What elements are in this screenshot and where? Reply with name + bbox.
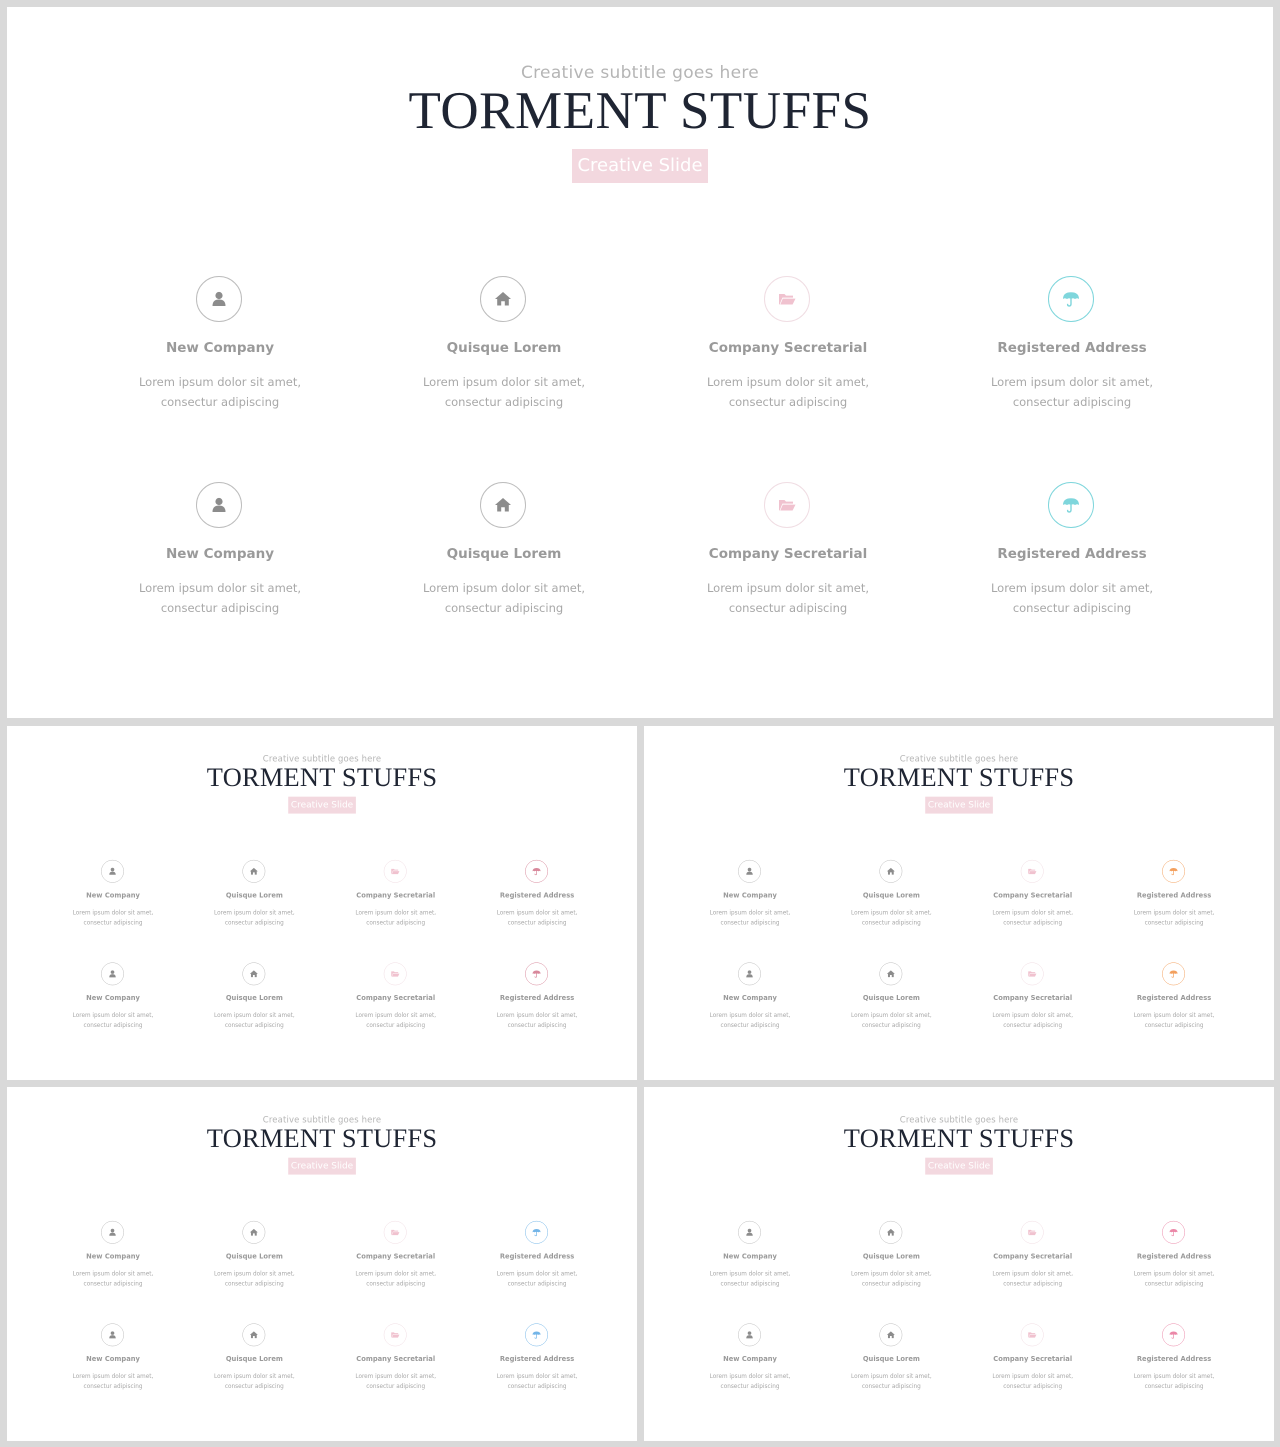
feature-title: Company Secretarial bbox=[993, 891, 1073, 900]
feature-title: Quisque Lorem bbox=[862, 891, 920, 900]
feature-description bbox=[827, 1010, 956, 1030]
feature-description bbox=[968, 908, 1097, 928]
feature-title: Quisque Lorem bbox=[446, 546, 562, 562]
feature-description-line: consectur adipiscing bbox=[224, 919, 284, 927]
feature-description bbox=[190, 908, 319, 928]
feature-description bbox=[472, 908, 601, 928]
feature-title: Quisque Lorem bbox=[225, 994, 283, 1003]
feature-description-line: consectur adipiscing bbox=[160, 395, 280, 409]
feature-description-line: Lorem ipsum dolor sit amet, bbox=[214, 1011, 295, 1019]
feature-description-line: consectur adipiscing bbox=[224, 1382, 284, 1390]
feature-title: New Company bbox=[86, 891, 140, 900]
feature-description bbox=[827, 908, 956, 928]
folder-icon-circle bbox=[384, 1323, 407, 1346]
feature-description-line: Lorem ipsum dolor sit amet, bbox=[138, 581, 302, 595]
feature-description bbox=[331, 1010, 460, 1030]
feature-description-line: consectur adipiscing bbox=[1012, 395, 1132, 409]
feature-description bbox=[827, 1269, 956, 1289]
feature-description-line: Lorem ipsum dolor sit amet, bbox=[709, 909, 791, 917]
feature-description-line: Lorem ipsum dolor sit amet, bbox=[1133, 1372, 1215, 1380]
feature-description-line: Lorem ipsum dolor sit amet, bbox=[496, 1270, 578, 1278]
feature-title: Company Secretarial bbox=[356, 891, 436, 900]
feature-description-line: Lorem ipsum dolor sit amet, bbox=[851, 909, 932, 917]
feature-description bbox=[827, 1371, 956, 1391]
feature-title: Registered Address bbox=[499, 1355, 575, 1364]
feature-description-line: Lorem ipsum dolor sit amet, bbox=[72, 1372, 154, 1380]
feature-description bbox=[48, 1269, 177, 1289]
feature-title: Quisque Lorem bbox=[446, 340, 562, 356]
feature-description-line: Lorem ipsum dolor sit amet, bbox=[851, 1270, 932, 1278]
user-icon-circle bbox=[738, 1323, 761, 1346]
feature-description-line: consectur adipiscing bbox=[366, 919, 426, 927]
feature-description-line: Lorem ipsum dolor sit amet, bbox=[496, 1011, 578, 1019]
feature-title: New Company bbox=[86, 994, 140, 1003]
feature-title: New Company bbox=[165, 546, 275, 562]
umbrella-icon-circle bbox=[1162, 1221, 1185, 1244]
feature-description-line: consectur adipiscing bbox=[1012, 601, 1132, 615]
feature-description-line: Lorem ipsum dolor sit amet, bbox=[496, 1372, 578, 1380]
slide-thumb-1 bbox=[7, 726, 637, 1080]
feature-description-line: Lorem ipsum dolor sit amet, bbox=[1133, 1011, 1215, 1019]
user-icon-circle bbox=[196, 482, 242, 528]
feature-description-line: consectur adipiscing bbox=[83, 919, 143, 927]
feature-title: New Company bbox=[165, 340, 275, 356]
feature-title: Registered Address bbox=[499, 994, 575, 1003]
home-icon-circle bbox=[879, 962, 902, 985]
feature-description bbox=[90, 578, 350, 618]
feature-description-line: Lorem ipsum dolor sit amet, bbox=[355, 909, 437, 917]
feature-description-line: consectur adipiscing bbox=[720, 919, 780, 927]
feature-description-line: Lorem ipsum dolor sit amet, bbox=[990, 581, 1154, 595]
feature-description-line: consectur adipiscing bbox=[366, 1021, 426, 1029]
feature-title: Company Secretarial bbox=[993, 1252, 1073, 1261]
slide-title: TORMENT STUFFS bbox=[408, 82, 872, 140]
feature-title: Company Secretarial bbox=[993, 994, 1073, 1003]
feature-description bbox=[1109, 908, 1238, 928]
feature-description-line: Lorem ipsum dolor sit amet, bbox=[709, 1270, 791, 1278]
feature-title: New Company bbox=[723, 1252, 777, 1261]
umbrella-icon-circle bbox=[525, 1221, 548, 1244]
slide-subtitle: Creative subtitle goes here bbox=[262, 753, 382, 764]
feature-description bbox=[1109, 1371, 1238, 1391]
feature-title: Company Secretarial bbox=[708, 546, 868, 562]
folder-icon-circle bbox=[1021, 1323, 1044, 1346]
feature-description-line: consectur adipiscing bbox=[1003, 919, 1063, 927]
feature-title: Registered Address bbox=[499, 891, 575, 900]
feature-description-line: consectur adipiscing bbox=[507, 1280, 567, 1288]
feature-description bbox=[190, 1269, 319, 1289]
feature-description-line: Lorem ipsum dolor sit amet, bbox=[72, 1011, 154, 1019]
feature-title: Quisque Lorem bbox=[225, 891, 283, 900]
feature-description-line: Lorem ipsum dolor sit amet, bbox=[138, 375, 302, 389]
folder-icon-circle bbox=[384, 860, 407, 883]
umbrella-icon-circle bbox=[525, 1323, 548, 1346]
feature-description-line: consectur adipiscing bbox=[861, 1280, 921, 1288]
feature-description-line: consectur adipiscing bbox=[444, 395, 564, 409]
feature-title: New Company bbox=[723, 891, 777, 900]
folder-icon-circle bbox=[1021, 962, 1044, 985]
feature-description-line: consectur adipiscing bbox=[444, 601, 564, 615]
feature-description bbox=[331, 1371, 460, 1391]
feature-description-line: Lorem ipsum dolor sit amet, bbox=[355, 1270, 437, 1278]
slide-thumb-2 bbox=[644, 726, 1274, 1080]
feature-title: Company Secretarial bbox=[356, 1355, 436, 1364]
feature-description bbox=[48, 908, 177, 928]
umbrella-icon-circle bbox=[1048, 482, 1094, 528]
feature-description-line: consectur adipiscing bbox=[83, 1280, 143, 1288]
feature-description bbox=[685, 1010, 814, 1030]
feature-description bbox=[331, 1269, 460, 1289]
umbrella-icon-circle bbox=[1048, 276, 1094, 322]
slide-subtitle: Creative subtitle goes here bbox=[520, 63, 760, 83]
feature-description-line: consectur adipiscing bbox=[1003, 1280, 1063, 1288]
feature-title: Company Secretarial bbox=[993, 1355, 1073, 1364]
feature-description bbox=[472, 1010, 601, 1030]
feature-description bbox=[942, 372, 1202, 412]
feature-description bbox=[374, 372, 634, 412]
home-icon-circle bbox=[480, 482, 526, 528]
feature-title: Registered Address bbox=[1136, 1252, 1212, 1261]
feature-description bbox=[1109, 1269, 1238, 1289]
folder-icon-circle bbox=[1021, 1221, 1044, 1244]
feature-description-line: Lorem ipsum dolor sit amet, bbox=[709, 1372, 791, 1380]
feature-title: Registered Address bbox=[1136, 891, 1212, 900]
user-icon-circle bbox=[101, 1323, 124, 1346]
feature-description-line: consectur adipiscing bbox=[224, 1280, 284, 1288]
feature-title: Quisque Lorem bbox=[225, 1252, 283, 1261]
feature-description-line: consectur adipiscing bbox=[160, 601, 280, 615]
feature-description bbox=[472, 1269, 601, 1289]
user-icon-circle bbox=[101, 1221, 124, 1244]
home-icon-circle bbox=[879, 860, 902, 883]
feature-title: New Company bbox=[723, 1355, 777, 1364]
feature-description-line: Lorem ipsum dolor sit amet, bbox=[992, 1011, 1074, 1019]
umbrella-icon-circle bbox=[1162, 962, 1185, 985]
feature-description bbox=[685, 908, 814, 928]
feature-description bbox=[472, 1371, 601, 1391]
slide-title: TORMENT STUFFS bbox=[843, 763, 1075, 793]
feature-title: Registered Address bbox=[499, 1252, 575, 1261]
feature-description-line: Lorem ipsum dolor sit amet, bbox=[1133, 1270, 1215, 1278]
feature-description-line: consectur adipiscing bbox=[507, 1382, 567, 1390]
feature-description-line: consectur adipiscing bbox=[728, 395, 848, 409]
feature-description-line: Lorem ipsum dolor sit amet, bbox=[355, 1372, 437, 1380]
feature-description-line: Lorem ipsum dolor sit amet, bbox=[990, 375, 1154, 389]
feature-description bbox=[374, 578, 634, 618]
user-icon-circle bbox=[101, 962, 124, 985]
feature-description bbox=[190, 1371, 319, 1391]
feature-title: Registered Address bbox=[1136, 1355, 1212, 1364]
umbrella-icon-circle bbox=[1162, 860, 1185, 883]
feature-description-line: consectur adipiscing bbox=[507, 919, 567, 927]
creative-slide-tag: Creative Slide bbox=[288, 1158, 356, 1175]
feature-title: Quisque Lorem bbox=[862, 994, 920, 1003]
feature-description-line: consectur adipiscing bbox=[1003, 1382, 1063, 1390]
home-icon-circle bbox=[242, 860, 265, 883]
folder-icon-circle bbox=[764, 276, 810, 322]
folder-icon-circle bbox=[764, 482, 810, 528]
umbrella-icon-circle bbox=[525, 860, 548, 883]
feature-title: Registered Address bbox=[997, 546, 1147, 562]
feature-title: Registered Address bbox=[997, 340, 1147, 356]
home-icon-circle bbox=[242, 1221, 265, 1244]
feature-description-line: Lorem ipsum dolor sit amet, bbox=[992, 1372, 1074, 1380]
creative-slide-tag: Creative Slide bbox=[288, 797, 356, 814]
feature-title: Company Secretarial bbox=[356, 1252, 436, 1261]
feature-description bbox=[685, 1269, 814, 1289]
feature-title: New Company bbox=[723, 994, 777, 1003]
feature-description-line: consectur adipiscing bbox=[366, 1382, 426, 1390]
folder-icon-circle bbox=[1021, 860, 1044, 883]
feature-description bbox=[658, 578, 918, 618]
feature-description bbox=[968, 1371, 1097, 1391]
feature-description-line: Lorem ipsum dolor sit amet, bbox=[496, 909, 578, 917]
home-icon-circle bbox=[480, 276, 526, 322]
feature-title: Registered Address bbox=[1136, 994, 1212, 1003]
feature-description-line: consectur adipiscing bbox=[1003, 1021, 1063, 1029]
feature-title: Quisque Lorem bbox=[862, 1252, 920, 1261]
feature-description-line: consectur adipiscing bbox=[861, 1382, 921, 1390]
feature-description-line: Lorem ipsum dolor sit amet, bbox=[214, 909, 295, 917]
user-icon-circle bbox=[738, 860, 761, 883]
feature-description-line: Lorem ipsum dolor sit amet, bbox=[992, 1270, 1074, 1278]
feature-title: New Company bbox=[86, 1355, 140, 1364]
feature-title: Quisque Lorem bbox=[225, 1355, 283, 1364]
feature-description-line: Lorem ipsum dolor sit amet, bbox=[214, 1372, 295, 1380]
feature-description-line: Lorem ipsum dolor sit amet, bbox=[72, 909, 154, 917]
feature-description-line: Lorem ipsum dolor sit amet, bbox=[422, 581, 586, 595]
slide-subtitle: Creative subtitle goes here bbox=[899, 1114, 1019, 1125]
feature-description bbox=[331, 908, 460, 928]
feature-description-line: Lorem ipsum dolor sit amet, bbox=[1133, 909, 1215, 917]
creative-slide-tag: Creative Slide bbox=[925, 797, 993, 814]
home-icon-circle bbox=[879, 1221, 902, 1244]
feature-description-line: consectur adipiscing bbox=[1144, 919, 1204, 927]
slide-thumb-3 bbox=[7, 1087, 637, 1441]
feature-description-line: Lorem ipsum dolor sit amet, bbox=[214, 1270, 295, 1278]
feature-description-line: consectur adipiscing bbox=[1144, 1382, 1204, 1390]
folder-icon-circle bbox=[384, 1221, 407, 1244]
slide-thumb-4 bbox=[644, 1087, 1274, 1441]
umbrella-icon-circle bbox=[1162, 1323, 1185, 1346]
feature-description-line: consectur adipiscing bbox=[720, 1382, 780, 1390]
feature-description bbox=[685, 1371, 814, 1391]
home-icon-circle bbox=[242, 1323, 265, 1346]
feature-title: Company Secretarial bbox=[356, 994, 436, 1003]
creative-slide-tag: Creative Slide bbox=[572, 149, 708, 183]
feature-description-line: Lorem ipsum dolor sit amet, bbox=[851, 1372, 932, 1380]
feature-description-line: consectur adipiscing bbox=[366, 1280, 426, 1288]
feature-description-line: consectur adipiscing bbox=[83, 1021, 143, 1029]
feature-title: Company Secretarial bbox=[708, 340, 868, 356]
user-icon-circle bbox=[101, 860, 124, 883]
home-icon-circle bbox=[242, 962, 265, 985]
feature-description-line: consectur adipiscing bbox=[728, 601, 848, 615]
feature-description bbox=[968, 1269, 1097, 1289]
user-icon-circle bbox=[738, 962, 761, 985]
feature-description bbox=[48, 1371, 177, 1391]
feature-description-line: consectur adipiscing bbox=[224, 1021, 284, 1029]
feature-description-line: consectur adipiscing bbox=[1144, 1021, 1204, 1029]
feature-description bbox=[190, 1010, 319, 1030]
slide-title: TORMENT STUFFS bbox=[206, 1124, 438, 1154]
slide-title: TORMENT STUFFS bbox=[206, 763, 438, 793]
feature-description bbox=[968, 1010, 1097, 1030]
feature-title: New Company bbox=[86, 1252, 140, 1261]
folder-icon-circle bbox=[384, 962, 407, 985]
feature-description-line: consectur adipiscing bbox=[83, 1382, 143, 1390]
feature-description-line: consectur adipiscing bbox=[720, 1021, 780, 1029]
user-icon-circle bbox=[196, 276, 242, 322]
feature-description-line: Lorem ipsum dolor sit amet, bbox=[72, 1270, 154, 1278]
feature-description-line: consectur adipiscing bbox=[507, 1021, 567, 1029]
feature-description-line: Lorem ipsum dolor sit amet, bbox=[709, 1011, 791, 1019]
feature-description-line: consectur adipiscing bbox=[720, 1280, 780, 1288]
feature-description-line: Lorem ipsum dolor sit amet, bbox=[851, 1011, 932, 1019]
feature-title: Quisque Lorem bbox=[862, 1355, 920, 1364]
slide-main bbox=[7, 7, 1273, 718]
feature-description bbox=[942, 578, 1202, 618]
user-icon-circle bbox=[738, 1221, 761, 1244]
slide-subtitle: Creative subtitle goes here bbox=[899, 753, 1019, 764]
creative-slide-tag: Creative Slide bbox=[925, 1158, 993, 1175]
feature-description bbox=[658, 372, 918, 412]
feature-description-line: Lorem ipsum dolor sit amet, bbox=[706, 375, 870, 389]
feature-description-line: consectur adipiscing bbox=[861, 1021, 921, 1029]
feature-description bbox=[90, 372, 350, 412]
feature-description bbox=[48, 1010, 177, 1030]
umbrella-icon-circle bbox=[525, 962, 548, 985]
feature-description-line: Lorem ipsum dolor sit amet, bbox=[422, 375, 586, 389]
slide-subtitle: Creative subtitle goes here bbox=[262, 1114, 382, 1125]
feature-description-line: Lorem ipsum dolor sit amet, bbox=[355, 1011, 437, 1019]
feature-description-line: consectur adipiscing bbox=[861, 919, 921, 927]
feature-description-line: Lorem ipsum dolor sit amet, bbox=[706, 581, 870, 595]
feature-description-line: consectur adipiscing bbox=[1144, 1280, 1204, 1288]
home-icon-circle bbox=[879, 1323, 902, 1346]
feature-description-line: Lorem ipsum dolor sit amet, bbox=[992, 909, 1074, 917]
feature-description bbox=[1109, 1010, 1238, 1030]
slide-title: TORMENT STUFFS bbox=[843, 1124, 1075, 1154]
